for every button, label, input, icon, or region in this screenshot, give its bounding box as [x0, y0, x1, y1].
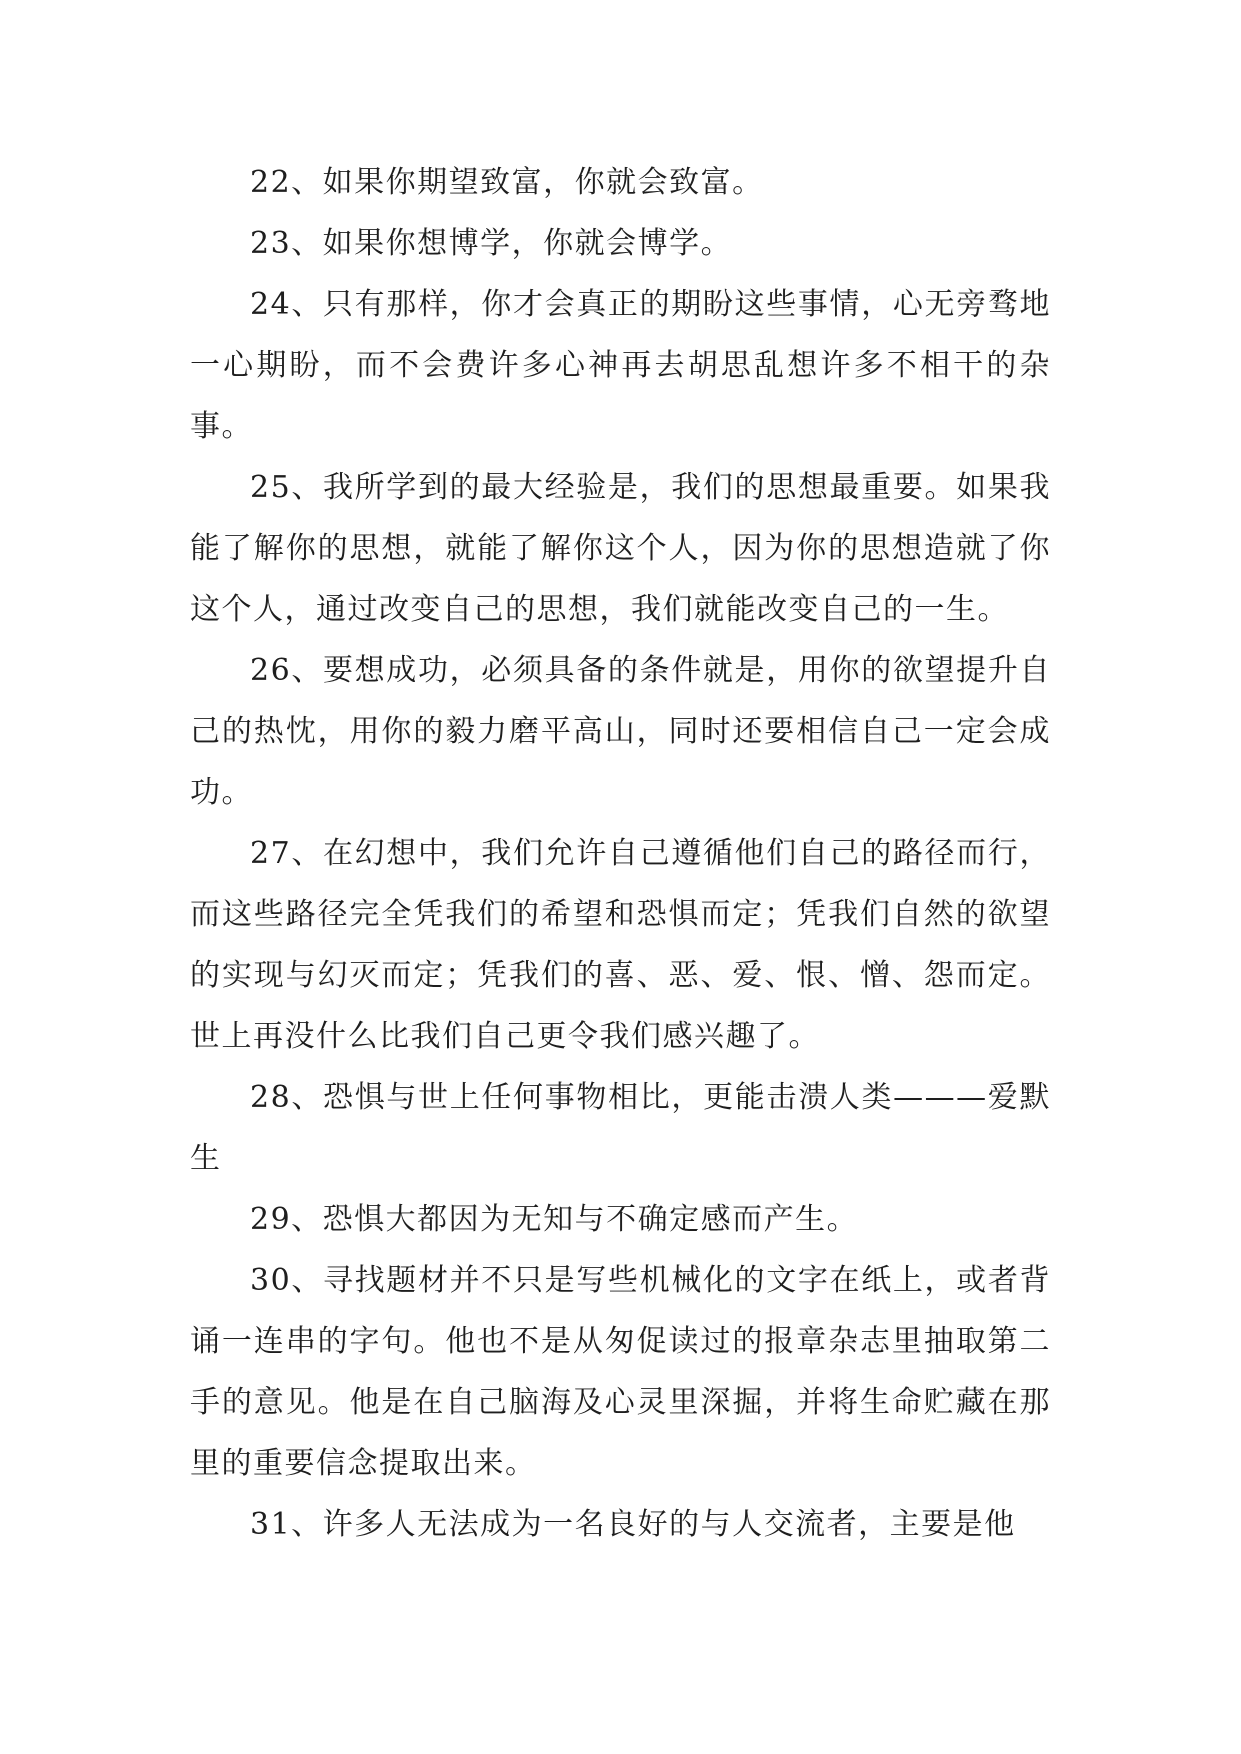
paragraph-24: 24、只有那样，你才会真正的期盼这些事情，心无旁骛地一心期盼，而不会费许多心神再去胡思乱想许多不相干的杂事。: [190, 287, 1051, 444]
paragraph-30: 30、寻找题材并不只是写些机械化的文字在纸上，或者背诵一连串的字句。他也不是从匆促读过的报章杂志里抽取第二手的意见。他是在自己脑海及心灵里深掘，并将生命贮藏在那里的重要信念提取出来。: [190, 1263, 1051, 1481]
paragraph-28: 28、恐惧与世上任何事物相比，更能击溃人类———爱默生: [190, 1080, 1051, 1176]
paragraph-31: 31、许多人无法成为一名良好的与人交流者，主要是他: [250, 1507, 1016, 1542]
paragraph-27: 27、在幻想中，我们允许自己遵循他们自己的路径而行，而这些路径完全凭我们的希望和恐惧而定；凭我们自然的欲望的实现与幻灭而定；凭我们的喜、恶、爱、恨、憎、怨而定。世上再没什么比我们自己更令我们感兴趣了。: [190, 836, 1051, 1054]
paragraph-26: 26、要想成功，必须具备的条件就是，用你的欲望提升自己的热忱，用你的毅力磨平高山，同时还要相信自己一定会成功。: [190, 653, 1051, 810]
paragraph-22: 22、如果你期望致富，你就会致富。: [250, 165, 764, 200]
paragraph-25: 25、我所学到的最大经验是，我们的思想最重要。如果我能了解你的思想，就能了解你这个人，因为你的思想造就了你这个人，通过改变自己的思想，我们就能改变自己的一生。: [190, 470, 1051, 627]
paragraph-29: 29、恐惧大都因为无知与不确定感而产生。: [250, 1202, 859, 1237]
paragraph-23: 23、如果你想博学，你就会博学。: [250, 226, 733, 261]
